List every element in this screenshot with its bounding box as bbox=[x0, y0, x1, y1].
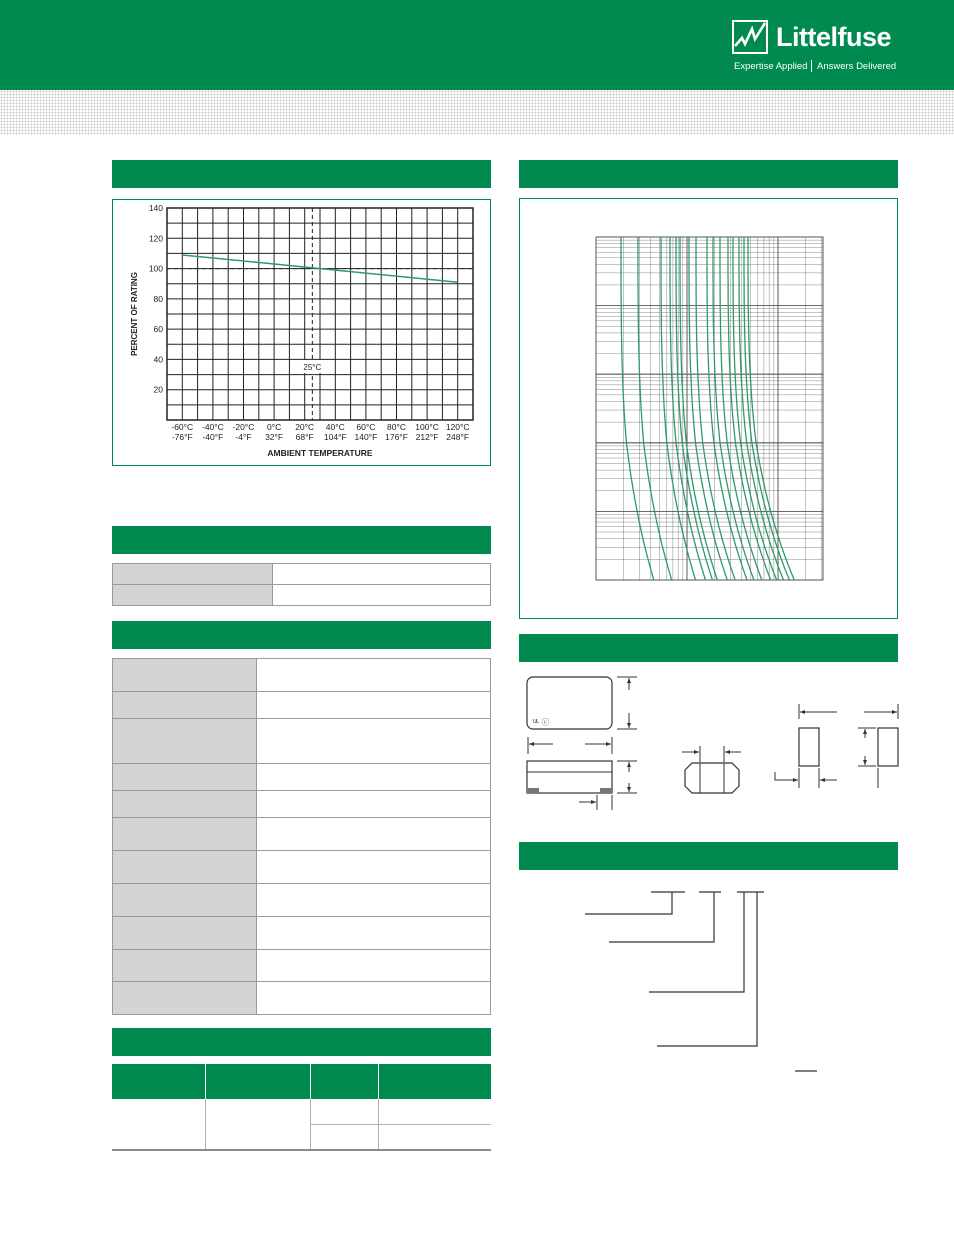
table-row bbox=[113, 764, 491, 791]
derating-chart bbox=[113, 200, 490, 465]
table-row bbox=[113, 884, 491, 917]
table-row bbox=[113, 791, 491, 818]
y-tick-label: 40 bbox=[153, 354, 163, 365]
x-tick-label-f: 212°F bbox=[415, 432, 439, 442]
y-tick-label: 100 bbox=[148, 263, 163, 274]
tagline-divider bbox=[811, 60, 812, 72]
section-bar-part-numbering bbox=[519, 842, 898, 870]
x-tick-label-f: 176°F bbox=[385, 432, 408, 442]
x-tick-label-c: 40°C bbox=[325, 422, 345, 432]
table-row bbox=[113, 950, 491, 982]
x-tick-label-c: -20°C bbox=[232, 422, 255, 432]
x-tick-label-f: -76°F bbox=[171, 432, 193, 442]
table-c-body bbox=[112, 1099, 491, 1151]
section-bar-dimensions bbox=[519, 634, 898, 662]
table-row bbox=[113, 917, 491, 950]
spec-table-a bbox=[112, 563, 491, 606]
table-c-header bbox=[112, 1064, 491, 1099]
section-bar-time-current bbox=[519, 160, 898, 188]
plot-frame bbox=[596, 237, 823, 580]
time-current-curve bbox=[728, 237, 771, 580]
x-tick-label-f: 68°F bbox=[295, 432, 314, 442]
section-bar-derating bbox=[112, 160, 491, 188]
certification-marks: ᵁᴸ ⓒ bbox=[533, 718, 550, 727]
logo-wordmark: Littelfuse bbox=[776, 22, 892, 52]
reference-label: 25°C bbox=[303, 363, 322, 372]
table-row bbox=[113, 719, 491, 764]
part-numbering-diagram bbox=[519, 880, 899, 1080]
table-row bbox=[113, 659, 491, 692]
y-tick-label: 80 bbox=[153, 293, 163, 304]
x-tick-label-f: 32°F bbox=[265, 432, 284, 442]
x-tick-label-c: -40°C bbox=[201, 422, 224, 432]
dimensions-drawing bbox=[519, 668, 899, 818]
x-tick-label-f: 248°F bbox=[446, 432, 470, 442]
time-current-curve bbox=[720, 237, 762, 580]
section-bar-table-c bbox=[112, 1028, 491, 1056]
x-axis-label: AMBIENT TEMPERATURE bbox=[267, 448, 373, 458]
x-tick-label-f: 104°F bbox=[323, 432, 347, 442]
time-current-chart-box bbox=[519, 198, 898, 619]
x-tick-label-f: -4°F bbox=[235, 432, 252, 442]
x-tick-label-f: 140°F bbox=[354, 432, 378, 442]
x-tick-label-c: 0°C bbox=[266, 422, 282, 432]
table-row bbox=[113, 982, 491, 1015]
littelfuse-logo-icon bbox=[732, 20, 768, 54]
x-tick-label-c: -60°C bbox=[171, 422, 194, 432]
y-axis-label: PERCENT OF RATING bbox=[130, 272, 139, 356]
y-tick-label: 60 bbox=[153, 324, 163, 335]
table-row bbox=[113, 585, 491, 606]
dotted-band bbox=[0, 90, 954, 134]
x-tick-label-c: 120°C bbox=[445, 422, 470, 432]
x-tick-label-c: 60°C bbox=[356, 422, 376, 432]
time-current-curve bbox=[689, 237, 727, 580]
table-row bbox=[113, 564, 491, 585]
time-current-chart bbox=[520, 199, 897, 618]
y-tick-label: 140 bbox=[148, 203, 163, 213]
y-tick-label: 20 bbox=[153, 384, 163, 395]
x-tick-label-c: 20°C bbox=[295, 422, 315, 432]
section-bar-table-a bbox=[112, 526, 491, 554]
table-row bbox=[113, 818, 491, 851]
x-tick-label-c: 80°C bbox=[387, 422, 406, 432]
tagline-right: Answers Delivered bbox=[817, 61, 897, 72]
x-tick-label-f: -40°F bbox=[202, 432, 224, 442]
derating-chart-box bbox=[112, 199, 491, 466]
table-row bbox=[113, 851, 491, 884]
page-header bbox=[0, 0, 954, 90]
spec-table-b bbox=[112, 658, 491, 1015]
y-tick-label: 120 bbox=[148, 233, 163, 244]
section-bar-table-b bbox=[112, 621, 491, 649]
time-current-curve bbox=[744, 237, 789, 580]
time-current-curve bbox=[739, 237, 784, 580]
tagline-left: Expertise Applied bbox=[734, 61, 808, 72]
x-tick-label-c: 100°C bbox=[415, 422, 439, 432]
table-row bbox=[113, 692, 491, 719]
